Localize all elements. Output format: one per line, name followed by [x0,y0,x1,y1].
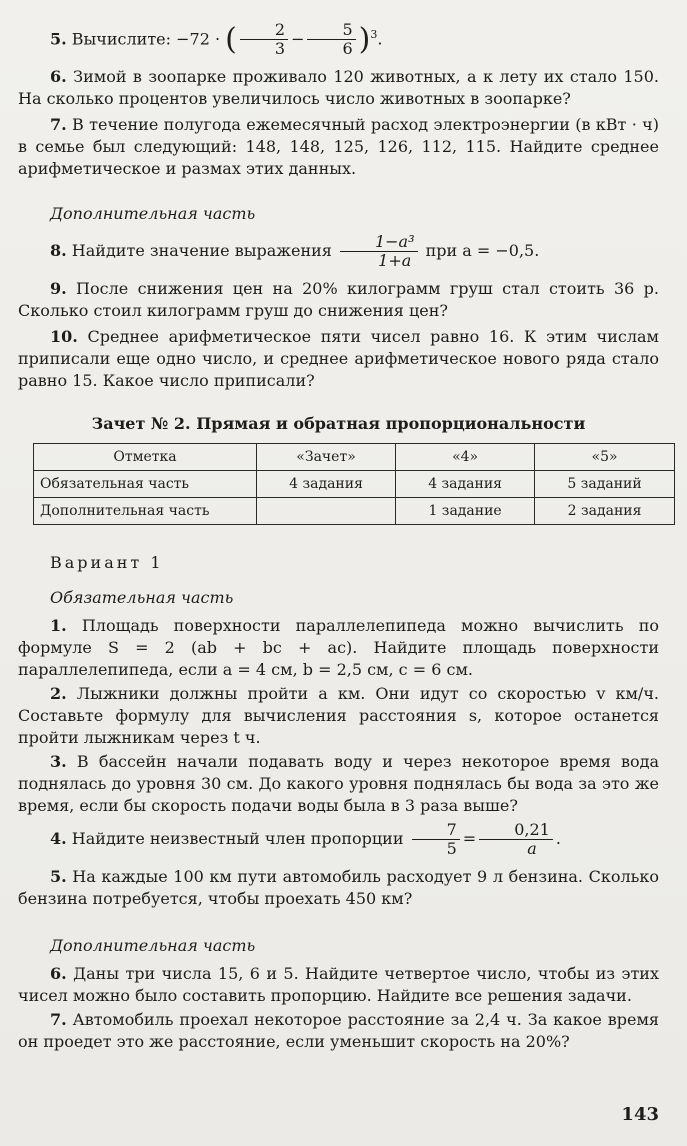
problem-number: 8. [50,241,67,261]
table-cell: 5 заданий [535,471,675,498]
problem-text: Площадь поверхности параллелепипеда можно вычислить по формуле S = 2 (ab + bc + ac). Найдите площадь поверхности параллелепипеда, если a = 4 см, b = 2,5 см, c = 6 см. [18,616,659,680]
problem-number: 10. [50,327,78,347]
problem-5 [18,866,659,910]
problem-number: 5. [50,29,67,49]
grading-table [33,443,675,525]
fraction: $\frac{\text{1−a³}}{1+a}$ [340,233,418,270]
section-heading: Дополнительная часть [50,204,256,224]
problem-text: при a = −0,5. [425,241,540,261]
problem-number: 3. [50,752,67,772]
table-header-cell: «4» [396,444,535,471]
problem-9 [18,278,659,322]
problem-text: Зимой в зоопарке проживало 120 животных, а к лету их стало 150. На сколько процентов увеличилось число животных в зоопарке? [18,67,659,109]
problem-text: Вычислите: −72 · [71,29,221,49]
fraction: $\frac{5}{6}$ [307,21,355,58]
variant-heading: Вариант 1 [50,553,164,573]
table-header-row [34,444,675,471]
problem-text: Автомобиль проехал некоторое расстояние за 2,4 ч. За какое время он проедет это же расстояние, если уменьшит скорость на 20%? [18,1010,659,1052]
problem-5-top: 5. Вычислите: −72 · ( $\frac{2}{3}$ − $\frac{5}{6}$ )$^3$. [50,20,383,59]
problem-number: 1. [50,616,67,636]
fraction: $\frac{7}{5}$ [412,821,460,858]
table-cell [257,498,396,525]
problem-number: 2. [50,684,67,704]
problem-7 [18,1009,659,1053]
paren-open: ( [225,21,237,57]
problem-text: Найдите неизвестный член пропорции [71,829,404,849]
table-cell: 4 задания [257,471,396,498]
problem-text: В бассейн начали подавать воду и через некоторое время вода поднялась до уровня 30 см. До какого уровня поднялась бы вода за это же время, если бы скорость подачи воды была в 3 раза выше? [18,752,659,816]
table-header-cell: Отметка [34,444,257,471]
problem-3 [18,751,659,817]
table-row [34,471,675,498]
problem-number: 4. [50,829,67,849]
problem-number: 9. [50,279,67,299]
problem-number: 6. [50,964,67,984]
table-header-cell: «5» [535,444,675,471]
table-cell: 1 задание [396,498,535,525]
table-cell: Обязательная часть [34,471,257,498]
table-cell: Дополнительная часть [34,498,257,525]
problem-6-top [18,66,659,110]
problem-10 [18,326,659,392]
problem-2 [18,683,659,749]
page-number: 143 [621,1104,659,1125]
problem-8 [18,233,659,270]
problem-number: 5. [50,867,67,887]
problem-number: 6. [50,67,67,87]
fraction: $\frac{0,21}{a}$ [479,821,553,858]
paren-close: ) [358,21,371,57]
fraction: $\frac{2}{3}$ [240,21,288,58]
section-heading: Обязательная часть [50,588,234,608]
problem-1 [18,615,659,681]
table-cell: 2 задания [535,498,675,525]
table-row [34,498,675,525]
section-heading: Дополнительная часть [50,936,256,956]
problem-text: Среднее арифметическое пяти чисел равно 16. К этим числам приписали еще одно число, и среднее арифметическое нового ряда стало равно 15. Какое число приписали? [18,327,659,391]
table-header-cell: «Зачет» [257,444,396,471]
problem-4: 4. Найдите неизвестный член пропорции $\frac{7}{5}$ = $\frac{0,21}{a}$ . [50,820,561,859]
table-cell: 4 задания [396,471,535,498]
problem-number: 7. [50,115,67,135]
problem-6 [18,963,659,1007]
problem-text: После снижения цен на 20% килограмм груш стал стоить 36 р. Сколько стоил килограмм груш до снижения цен? [18,279,659,321]
problem-text: На каждые 100 км пути автомобиль расходует 9 л бензина. Сколько бензина потребуется, чтобы проехать 450 км? [18,867,659,909]
problem-text: Найдите значение выражения [71,241,332,261]
problem-number: 7. [50,1010,67,1030]
problem-text: Лыжники должны пройти a км. Они идут со скоростью v км/ч. Составьте формулу для вычисления расстояния s, которое останется пройти лыжникам через t ч. [18,684,659,748]
problem-7-top [18,114,659,180]
exponent: 3 [370,28,378,41]
problem-text: В течение полугода ежемесячный расход электроэнергии (в кВт · ч) в семье был следующий: 148, 148, 125, 126, 112, 115. Найдите среднее арифметическое и размах этих данных. [18,115,659,179]
test-title: Зачет № 2. Прямая и обратная пропорциональности [91,414,586,434]
problem-text: Даны три числа 15, 6 и 5. Найдите четвертое число, чтобы из этих чисел можно было составить пропорцию. Найдите все решения задачи. [18,964,659,1006]
